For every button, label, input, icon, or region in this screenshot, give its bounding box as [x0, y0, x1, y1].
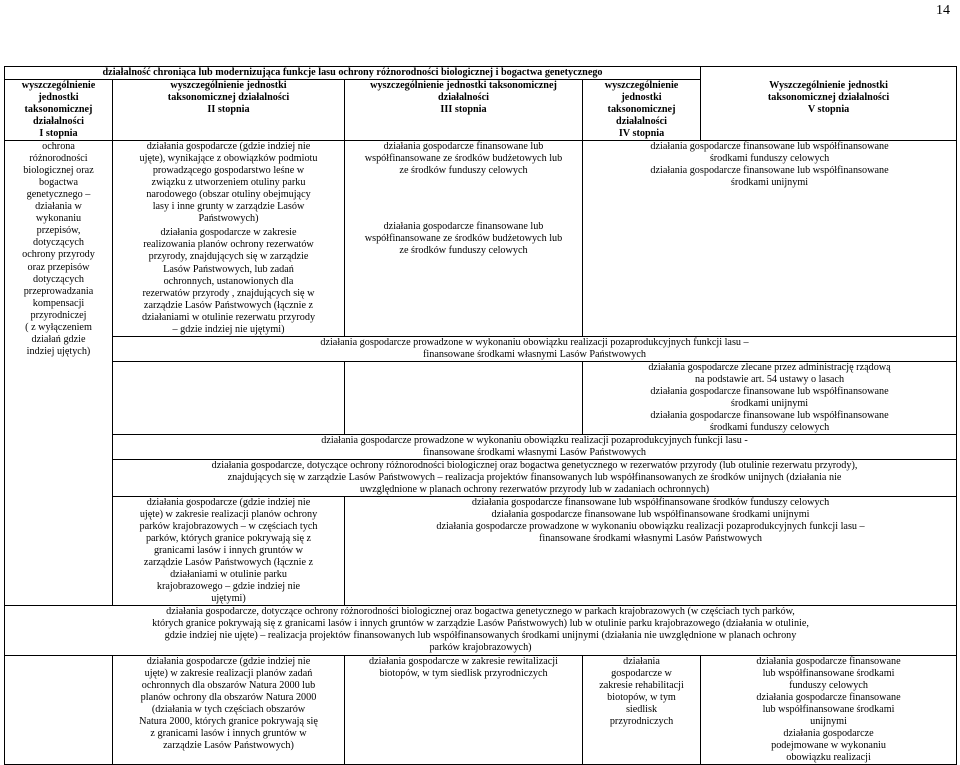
level-4-5-cell	[583, 141, 957, 337]
level-3-description: działania gospodarcze w zakresie rewitalizacji biotopów, w tym siedlisk przyrodniczych	[345, 655, 583, 764]
level-1-description: ochrona różnorodności biologicznej oraz bogactwa genetycznego – działania w wykonaniu przepisów, dotyczących ochrony przyrody oraz przepisów dotyczących przeprowadzania kompensacji przyrodniczej ( z wyłączeniem działań gdzie indziej ujętych)	[5, 141, 113, 606]
table-row	[5, 434, 957, 459]
table-row	[5, 141, 957, 337]
table-row	[5, 336, 957, 361]
own-funds-row: działania gospodarcze prowadzone w wykonaniu obowiązku realizacji pozaprodukcyjnych funkcji lasu – finansowane środkami własnymi Lasów Państwowych	[113, 336, 957, 361]
level-4-description: działania gospodarcze w zakresie rehabilitacji biotopów, w tym siedlisk przyrodniczych	[583, 655, 701, 764]
header-level-5: Wyszczególnienie jednostki taksonomicznej działalności V stopnia	[701, 80, 957, 141]
level-3-description: działania gospodarcze finansowane lub współfinansowane ze środków budżetowych lub ze środków funduszy celowych działania gospodarcze finansowane lub współfinansowane ze środków budżetowych lub ze środków funduszy celowych	[345, 141, 583, 337]
header-level-3: wyszczególnienie jednostki taksonomicznej działalności III stopnia	[345, 80, 583, 141]
page-number: 14	[936, 3, 950, 18]
header-level-4: wyszczególnienie jednostki taksonomicznej działalności IV stopnia	[583, 80, 701, 141]
table-title-row	[5, 67, 957, 80]
table-row	[5, 460, 957, 497]
table-row	[5, 655, 957, 764]
table-row	[5, 497, 957, 606]
level-4-5-description: działania gospodarcze zlecane przez administrację rządową na podstawie art. 54 ustawy o lasach działania gospodarcze finansowane lub współfinansowane środkami unijnymi działania gospodarcze finansowane lub współfinansowane środkami funduszy celowych	[583, 361, 957, 434]
funding-special-funds: działania gospodarcze finansowane lub współfinansowane środkami funduszy celowych działania gospodarcze finansowane lub współfinansowane środkami unijnymi	[650, 141, 889, 189]
table-row	[5, 361, 957, 434]
blank-cell	[5, 655, 113, 764]
blank-cell	[113, 361, 345, 434]
level-2-description: działania gospodarcze (gdzie indziej nie ujęte), wynikające z obowiązków podmiotu prowadzącego gospodarstwo leśne w związku z utworzeniem otuliny parku narodowego (obszar otuliny obejmujący lasy i inne grunty w zarządzie Lasów Państwowych) działania gospodarcze w zakresie realizowania planów ochrony rezerwatów przyrody, znajdujących się w zarządzie Lasów Państwowych, lub zadań ochronnych, ustanowionych dla rezerwatów przyrody , znajdujących się w zarządzie Lasów Państwowych (łącznie z działaniami w otulinie rezerwatu przyrody – gdzie indziej nie ujętymi)	[113, 141, 345, 337]
table-title: działalność chroniąca lub modernizująca funkcje lasu ochrony różnorodności biologicznej i bogactwa genetycznego	[5, 67, 701, 80]
blank-cell	[345, 361, 583, 434]
level-3-5-description: działania gospodarcze finansowane lub współfinansowane środków funduszy celowych działania gospodarcze finansowane lub współfinansowane środkami unijnymi działania gospodarcze prowadzone w wykonaniu obowiązku realizacji pozaprodukcyjnych funkcji lasu – finansowane środkami własnymi Lasów Państwowych	[345, 497, 957, 606]
nested-funding-table	[583, 141, 956, 189]
classification-table	[4, 66, 957, 765]
header-level-2: wyszczególnienie jednostki taksonomicznej działalności II stopnia	[113, 80, 345, 141]
own-funds-row: działania gospodarcze prowadzone w wykonaniu obowiązku realizacji pozaprodukcyjnych funkcji lasu - finansowane środkami własnymi Lasów Państwowych	[113, 434, 957, 459]
header-level-1: wyszczególnienie jednostki taksonomicznej działalności I stopnia	[5, 80, 113, 141]
level-5-description: działania gospodarcze finansowane lub współfinansowane środkami funduszy celowych działania gospodarcze finansowane lub współfinansowane środkami unijnymi działania gospodarcze podejmowane w wykonaniu obowiązku realizacji	[701, 655, 957, 764]
table-row	[5, 606, 957, 655]
table-title-empty-cell	[701, 67, 957, 80]
level-2-description: działania gospodarcze (gdzie indziej nie ujęte) w zakresie realizacji planów ochrony parków krajobrazowych – w częściach tych parków, których granice pokrywają się z granicami lasów i innych gruntów w zarządzie Lasów Państwowych (łącznie z działaniami w otulinie parku krajobrazowego – gdzie indziej nie ujętymi)	[113, 497, 345, 606]
eu-projects-reserves-row: działania gospodarcze, dotyczące ochrony różnorodności biologicznej oraz bogactwa genetycznego w rezerwatów przyrody (lub otulinie rezerwatu przyrody), znajdujących się w zarządzie Lasów Państwowych – realizacja projektów finansowanych lub współfinansowanych ze środków unijnych (działania nie uwzględnione w planach ochrony rezerwatów przyrody lub w zadaniach ochronnych)	[113, 460, 957, 497]
table-header-row	[5, 80, 957, 141]
level-2-description: działania gospodarcze (gdzie indziej nie ujęte) w zakresie realizacji planów zadań ochronnych dla obszarów Natura 2000 lub planów ochrony dla obszarów Natura 2000 (działania w tych częściach obszarów Natura 2000, których granice pokrywają się z granicami lasów i innych gruntów w zarządzie Lasów Państwowych)	[113, 655, 345, 764]
eu-projects-landscape-parks-row: działania gospodarcze, dotyczące ochrony różnorodności biologicznej oraz bogactwa genetycznego w parkach krajobrazowych (w częściach tych parków, których granice pokrywają się z granicami lasów i innych gruntów w zarządzie Lasów Państwowych) lub w otulinie parku krajobrazowego (działania w otulinie, gdzie indziej nie ujęte) – realizacja projektów finansowanych lub współfinansowanych środkami unijnymi (działania nie uwzględnione w planach ochrony parków krajobrazowych)	[5, 606, 957, 655]
